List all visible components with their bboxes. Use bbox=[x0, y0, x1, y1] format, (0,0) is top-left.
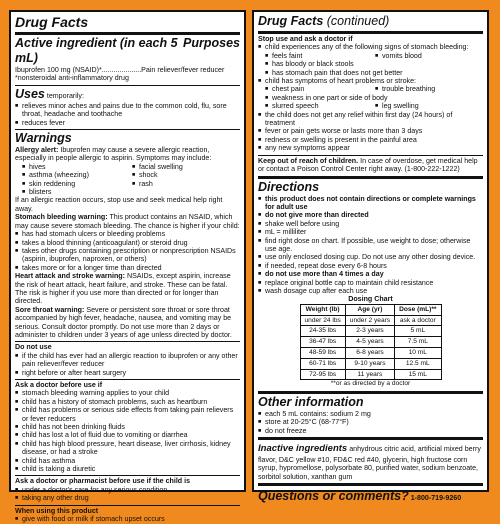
allergy-symptoms bbox=[15, 163, 240, 197]
list-item: ■ child is taking a diuretic bbox=[15, 465, 240, 473]
list-item: ■ under a doctor's care for any serious condition bbox=[15, 486, 240, 494]
table-cell: 48-59 lbs bbox=[300, 347, 345, 358]
table-cell: 9-10 years bbox=[345, 358, 394, 369]
table-cell: 36-47 lbs bbox=[300, 337, 345, 348]
divider bbox=[258, 31, 483, 34]
divider bbox=[15, 85, 240, 86]
list-item: ■ each 5 mL contains: sodium 2 mg bbox=[258, 410, 483, 418]
divider bbox=[15, 32, 240, 35]
divider bbox=[258, 437, 483, 440]
uses-lead: temporarily: bbox=[44, 91, 84, 100]
table-cell: 2-3 years bbox=[345, 326, 394, 337]
list-item: ■ has had stomach ulcers or bleeding problems bbox=[15, 230, 240, 238]
list-item: ■ feels faint bbox=[265, 52, 373, 60]
list-item: ■ stomach bleeding warning applies to your child bbox=[15, 389, 240, 397]
list-item: ■ give with food or milk if stomach upset occurs bbox=[15, 515, 240, 523]
table-cell: 12.5 mL bbox=[395, 358, 441, 369]
list-item: ■ find right dose on chart. If possible, use weight to dose; otherwise use age. bbox=[258, 237, 483, 254]
keep-text: In case of overdose, get medical help or contact a Poison Control Center right away. (1-800-222-1222) bbox=[258, 156, 478, 174]
ask-doctor-list bbox=[15, 389, 240, 473]
active-ingredient-header bbox=[15, 36, 240, 66]
list-item: ■ if needed, repeat dose every 6-8 hours bbox=[258, 262, 483, 270]
table-header-row bbox=[300, 304, 441, 315]
column-header: Age (yr) bbox=[345, 304, 394, 315]
inactive-title: Inactive ingredients bbox=[258, 442, 348, 454]
list-item: ■ the child does not get any relief within first day (24 hours) of treatment bbox=[258, 111, 483, 128]
heart-signs-wide bbox=[258, 94, 483, 102]
list-item: ■ child has not been drinking fluids bbox=[15, 423, 240, 431]
heart-signs bbox=[258, 85, 483, 93]
allergy-stop: If an allergic reaction occurs, stop use and seek medical help right away. bbox=[15, 196, 223, 213]
list-item: ■ child has high blood pressure, heart disease, liver cirrhosis, kidney disease, or had a stroke bbox=[15, 440, 240, 457]
table-cell: 4-5 years bbox=[345, 337, 394, 348]
divider bbox=[15, 129, 240, 130]
list-item: ■ taking any other drug bbox=[15, 494, 240, 502]
table-row bbox=[300, 337, 441, 348]
list-item: ■ shake well before using bbox=[258, 220, 483, 228]
list-item: ■ skin reddening bbox=[22, 180, 130, 188]
warnings-title: Warnings bbox=[15, 131, 72, 146]
drug-facts-title: Drug Facts bbox=[15, 14, 89, 30]
divider bbox=[258, 391, 483, 394]
divider bbox=[15, 475, 240, 476]
list-item: ■ shock bbox=[132, 171, 240, 179]
divider bbox=[15, 341, 240, 342]
list-item: ■ wash dosage cup after each use bbox=[258, 287, 483, 295]
ask-pharmacist-list bbox=[15, 486, 240, 503]
other-info-list bbox=[258, 410, 483, 435]
divider bbox=[258, 155, 483, 156]
column-header: Dose (mL)** bbox=[395, 304, 441, 315]
dosing-chart-note: **or as directed by a doctor bbox=[330, 380, 411, 388]
list-item: ■ blisters bbox=[22, 188, 130, 196]
list-item: ■ rash bbox=[132, 180, 240, 188]
list-item: ■ trouble breathing bbox=[375, 85, 483, 93]
heart-signs-2 bbox=[258, 102, 483, 110]
uses-title: Uses bbox=[15, 86, 45, 101]
throat-head: Sore throat warning: bbox=[15, 305, 85, 314]
table-cell: 15 mL bbox=[395, 369, 441, 380]
ask-doctor-title: Ask a doctor before use if bbox=[15, 381, 103, 389]
list-item: ■ hives bbox=[22, 163, 130, 171]
divider bbox=[258, 483, 483, 486]
table-cell: 60-71 lbs bbox=[300, 358, 345, 369]
list-item: ■ leg swelling bbox=[375, 102, 483, 110]
heart-text: NSAIDs, except aspirin, increase the risk of heart attack, heart failure, and stroke. These can be fatal. The risk is higher if you use more than directed or for longer than directed. bbox=[15, 272, 231, 306]
list-item: ■ takes a blood thinning (anticoagulant) or steroid drug bbox=[15, 239, 240, 247]
list-item: ■ store at 20-25°C (68-77°F) bbox=[258, 418, 483, 426]
list-item: ■ do not use more than 4 times a day bbox=[258, 270, 483, 278]
allergy-alert bbox=[15, 146, 240, 163]
nsaid-footnote: *nonsteroidal anti-inflammatory drug bbox=[15, 74, 129, 83]
list-item: ■ child has symptoms of heart problems or stroke: bbox=[258, 77, 483, 85]
list-item: ■ child experiences any of the following signs of stomach bleeding: bbox=[258, 43, 483, 51]
list-item: ■ use only enclosed dosing cup. Do not use any other dosing device. bbox=[258, 253, 483, 261]
table-cell: 24-35 lbs bbox=[300, 326, 345, 337]
table-cell: ask a doctor bbox=[395, 315, 441, 326]
active-ingredient-title: Active ingredient (in each 5 mL) bbox=[15, 36, 178, 65]
divider bbox=[258, 176, 483, 179]
table-row bbox=[300, 347, 441, 358]
list-item: ■ has bloody or black stools bbox=[258, 60, 483, 68]
dosing-chart-title: Dosing Chart bbox=[348, 295, 393, 304]
list-item: ■ do not give more than directed bbox=[258, 211, 483, 219]
bleeding-head: Stomach bleeding warning: bbox=[15, 213, 108, 222]
throat-text: Severe or persistent sore throat or sore throat accompanied by high fever, headache, nausea, and vomiting may be serious. Consult doctor promptly. Do not use more than 2 days or administer to children under 3 years of age unless directed by doctor. bbox=[15, 305, 232, 339]
list-item: ■ child has lost a lot of fluid due to vomiting or diarrhea bbox=[15, 431, 240, 439]
keep-head: Keep out of reach of children. bbox=[258, 156, 359, 165]
table-cell: under 24 lbs bbox=[300, 315, 345, 326]
inactive-ingredients bbox=[258, 441, 483, 481]
table-row bbox=[300, 358, 441, 369]
list-item: ■ do not freeze bbox=[258, 427, 483, 435]
divider bbox=[15, 505, 240, 506]
divider bbox=[15, 379, 240, 380]
list-item: ■ fever or pain gets worse or lasts more than 3 days bbox=[258, 127, 483, 135]
list-item: ■ asthma (wheezing) bbox=[22, 171, 130, 179]
table-cell: under 2 years bbox=[345, 315, 394, 326]
purposes-label: Purposes bbox=[183, 36, 240, 50]
ask-pharmacist-title: Ask a doctor or pharmacist before use if the child is bbox=[15, 477, 191, 486]
list-item: ■ child has asthma bbox=[15, 457, 240, 465]
when-using-title: When using this product bbox=[15, 506, 99, 515]
title-continued: (continued) bbox=[323, 14, 390, 28]
list-item: ■ relieves minor aches and pains due to the common cold, flu, sore throat, headache and toothache bbox=[15, 102, 240, 119]
drug-facts-panel-left bbox=[9, 10, 246, 524]
do-not-use-list bbox=[15, 352, 240, 377]
list-item: ■ mL = milliliter bbox=[258, 228, 483, 236]
stop-use-title: Stop use and ask a doctor if bbox=[258, 35, 353, 43]
table-cell: 10 mL bbox=[395, 347, 441, 358]
bleeding-list bbox=[15, 230, 240, 272]
table-cell: 72-95 lbs bbox=[300, 369, 345, 380]
stop-use-list-cont bbox=[258, 111, 483, 153]
table-row bbox=[300, 326, 441, 337]
allergy-alert-head: Allergy alert: bbox=[15, 146, 59, 155]
bleeding-signs-wide bbox=[258, 60, 483, 85]
uses-header bbox=[15, 87, 240, 102]
table-row bbox=[300, 369, 441, 380]
table-cell: 6-8 years bbox=[345, 347, 394, 358]
list-item: ■ this product does not contain directions or complete warnings for adult use bbox=[258, 195, 483, 212]
directions-title: Directions bbox=[258, 179, 320, 194]
uses-list bbox=[15, 102, 240, 127]
table-row bbox=[300, 315, 441, 326]
table-cell: 7.5 mL bbox=[395, 337, 441, 348]
heart-warning bbox=[15, 272, 240, 306]
list-item: ■ facial swelling bbox=[132, 163, 240, 171]
active-ingredient-name: Ibuprofen 100 mg (NSAID)* bbox=[15, 66, 102, 74]
sore-throat-warning bbox=[15, 306, 240, 340]
list-item: ■ chest pain bbox=[265, 85, 373, 93]
list-item: ■ redness or swelling is present in the painful area bbox=[258, 136, 483, 144]
do-not-use-title: Do not use bbox=[15, 343, 52, 352]
active-ingredient-purpose: ....................Pain reliever/fever reducer bbox=[101, 66, 225, 74]
active-ingredient-line bbox=[15, 66, 240, 74]
title-main: Drug Facts bbox=[258, 14, 324, 28]
list-item: ■ takes more or for a longer time than directed bbox=[15, 264, 240, 272]
bleeding-text: This product contains an NSAID, which may cause severe stomach bleeding. The chance is higher if your child: bbox=[15, 213, 240, 230]
list-item: ■ vomits blood bbox=[375, 52, 483, 60]
list-item: ■ any new symptoms appear bbox=[258, 144, 483, 152]
stop-use-list bbox=[258, 43, 483, 51]
drug-facts-panel-right bbox=[252, 10, 489, 504]
inactive-text: anhydrous citric acid, artificial mixed berry flavor, D&C yellow #10, FD&C red #40, glycerin, high fructose corn syrup, hypromellose, polysorbate 80, purified water, sodium benzoate, sorbitol solution, xanthan gum bbox=[258, 444, 481, 481]
list-item: ■ slurred speech bbox=[265, 102, 373, 110]
column-header: Weight (lb) bbox=[300, 304, 345, 315]
list-item: ■ child has a history of stomach problems, such as heartburn bbox=[15, 398, 240, 406]
dosing-chart bbox=[300, 304, 442, 381]
stomach-bleeding-warning bbox=[15, 213, 240, 230]
list-item: ■ child has problems or serious side effects from taking pain relievers or fever reducers bbox=[15, 406, 240, 423]
keep-out-of-reach bbox=[258, 157, 483, 174]
list-item: ■ weakness in one part or side of body bbox=[258, 94, 483, 102]
allergy-alert-text: Ibuprofen may cause a severe allergic reaction, especially in people allergic to aspirin. Symptoms may include: bbox=[15, 146, 212, 163]
questions-line bbox=[258, 487, 483, 505]
table-cell: 11 years bbox=[345, 369, 394, 380]
bleeding-signs bbox=[258, 52, 483, 60]
directions-list bbox=[258, 195, 483, 296]
list-item: ■ replace original bottle cap to maintain child resistance bbox=[258, 279, 483, 287]
list-item: ■ takes other drugs containing prescription or nonprescription NSAIDs (aspirin, ibuprofen, naproxen, or others) bbox=[15, 247, 240, 264]
list-item: ■ right before or after heart surgery bbox=[15, 369, 240, 377]
list-item: ■ has stomach pain that does not get better bbox=[258, 69, 483, 77]
list-item: ■ reduces fever bbox=[15, 119, 240, 127]
heart-head: Heart attack and stroke warning: bbox=[15, 272, 125, 281]
table-cell: 5 mL bbox=[395, 326, 441, 337]
questions-title: Questions or comments? bbox=[258, 489, 409, 504]
other-info-title: Other information bbox=[258, 394, 364, 409]
questions-phone: 1-800-719-9260 bbox=[408, 494, 462, 503]
when-using-list bbox=[15, 515, 240, 523]
drug-facts-continued-title bbox=[258, 14, 483, 29]
list-item: ■ if the child has ever had an allergic reaction to ibuprofen or any other pain reliever/fever reducer bbox=[15, 352, 240, 369]
